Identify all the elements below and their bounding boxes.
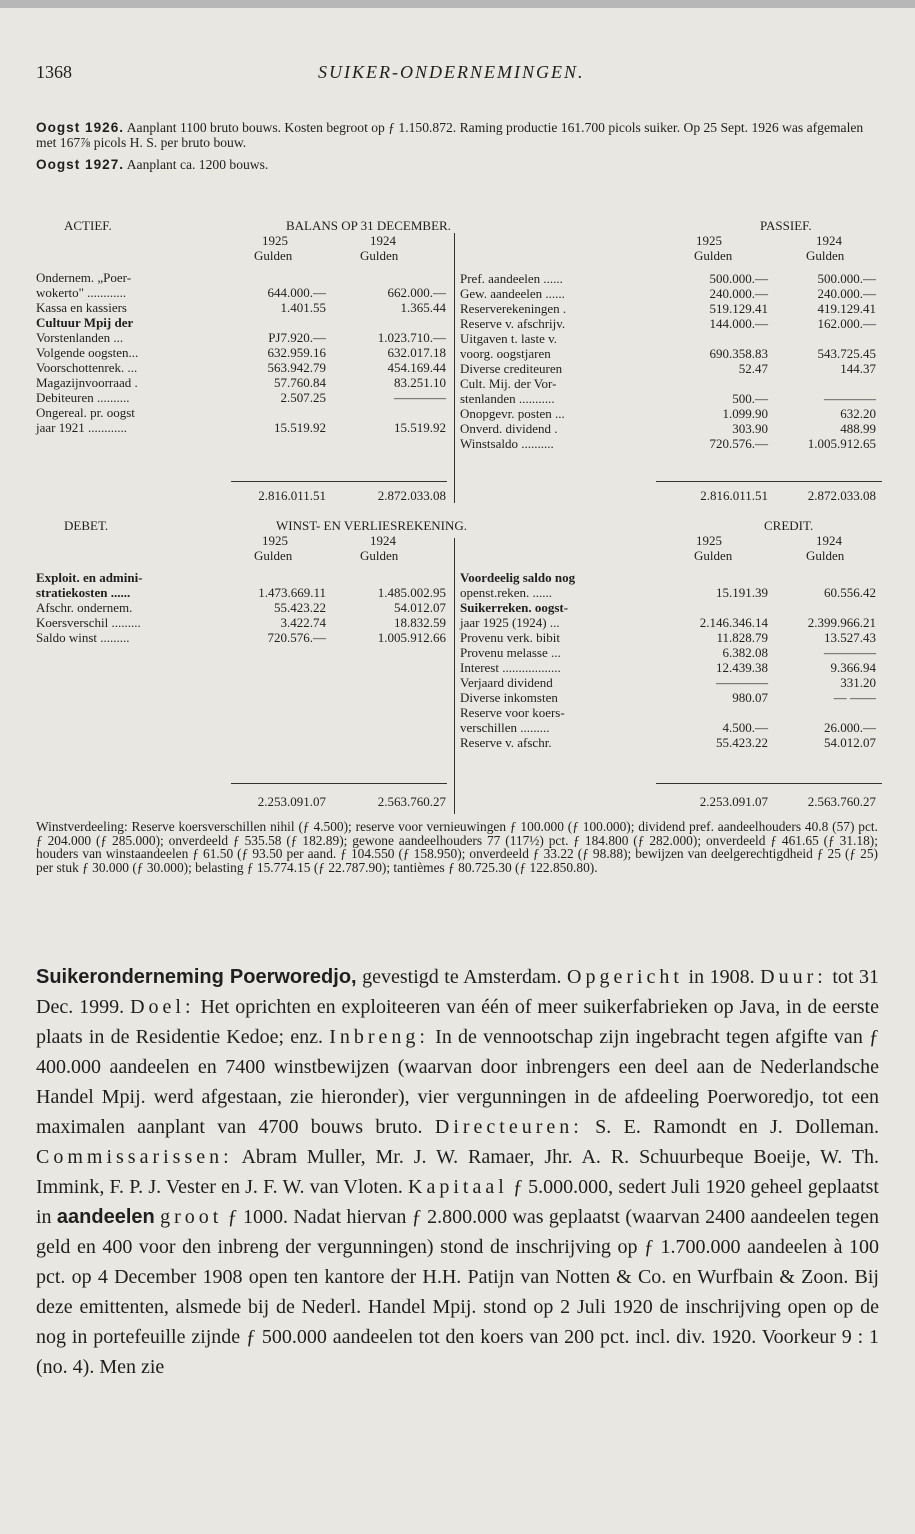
value-1924: — —— (833, 690, 876, 705)
row-label: Reserve v. afschrijv. (460, 316, 566, 331)
value-1925: ———— (716, 675, 768, 690)
value-1924: 60.556.42 (824, 585, 876, 600)
row-label: Saldo winst ......... (36, 630, 130, 645)
credit-heading: CREDIT. (764, 518, 814, 533)
value-1925: 303.90 (732, 421, 768, 436)
row-label: wokerto" ............ (36, 285, 127, 300)
value-1925: 4.500.— (722, 720, 768, 735)
value-1924: 543.725.45 (817, 346, 876, 361)
table-row (36, 346, 886, 361)
total-value: 2.563.760.27 (377, 794, 446, 809)
winst-heading: WINST- EN VERLIESREKENING. (276, 518, 468, 533)
table-row (36, 406, 886, 421)
value-1924: 26.000.— (824, 720, 876, 735)
value-1925: 2.146.346.14 (699, 615, 768, 630)
table-row (36, 316, 886, 331)
company-name: Suikeronderneming Poerworedjo, (36, 966, 357, 988)
year-label: 1924 (816, 233, 842, 248)
actief-heading: ACTIEF. (64, 218, 112, 233)
body-text: in 1908. (683, 966, 761, 988)
table-row (36, 256, 886, 271)
value-1924: 9.366.94 (830, 660, 876, 675)
total-value: 2.816.011.51 (258, 488, 326, 503)
value-1925: 55.423.22 (274, 600, 326, 615)
running-title: SUIKER-ONDERNEMINGEN. (318, 62, 585, 82)
row-label: Reserverekeningen . (460, 301, 567, 316)
body-text: Het oprichten en exploiteeren van één of meer suikerfabrieken op Java, in de eerste plaats in de Residentie Kedoe; enz. (36, 996, 879, 1048)
value-1924: 500.000.— (817, 271, 876, 286)
keyword-opgericht: Opgericht (567, 966, 683, 988)
value-1925: 519.129.41 (709, 301, 768, 316)
row-label: jaar 1921 ............ (36, 420, 127, 435)
table-row (36, 630, 886, 645)
row-label: Onopgevr. posten ... (460, 406, 565, 421)
table-row (36, 271, 886, 286)
year-label: 1925 (262, 233, 288, 248)
row-label: Suikerreken. oogst- (460, 600, 569, 615)
value-1924: 54.012.07 (394, 600, 446, 615)
row-label: Gew. aandeelen ...... (460, 286, 565, 301)
row-label: stenlanden ........... (460, 391, 555, 406)
value-1924: 144.37 (840, 361, 876, 376)
value-1925: 1.401.55 (280, 300, 326, 315)
row-label: jaar 1925 (1924) ... (460, 615, 560, 630)
row-label: Voorschottenrek. ... (36, 360, 138, 375)
row-label: Cultuur Mpij der (36, 315, 134, 330)
row-label: Afschr. ondernem. (36, 600, 133, 615)
row-label: Debiteuren .......... (36, 390, 130, 405)
value-1924: 632.20 (840, 406, 876, 421)
value-1924: 83.251.10 (394, 375, 446, 390)
row-label: Reserve v. afschr. (460, 735, 552, 750)
row-label: Verjaard dividend (460, 675, 553, 690)
row-label: Koersverschil ......... (36, 615, 141, 630)
body-text: Abram Muller, Mr. J. W. Ramaer, Jhr. A. R. Schuurbeque Boeije, W. Th. Immink, F. P. J. Vester en J. F. W. van Vloten. (36, 1146, 879, 1198)
table-row (36, 660, 886, 675)
table-row (36, 301, 886, 316)
row-label: Vorstenlanden ... (36, 330, 124, 345)
value-1924: 162.000.— (817, 316, 876, 331)
unit-label: Gulden (806, 548, 845, 563)
keyword-aandeelen: aandeelen (56, 1206, 155, 1228)
row-label: Volgende oogsten... (36, 345, 139, 360)
total-value: 2.872.033.08 (807, 488, 876, 503)
row-label: Voordeelig saldo nog (460, 570, 576, 585)
oogst-1927-text: Aanplant ca. 1200 bouws. (126, 157, 269, 172)
total-rule (231, 783, 447, 784)
keyword-commissarissen: Commissarissen: (36, 1146, 233, 1168)
row-label: Uitgaven t. laste v. (460, 331, 557, 346)
body-text: ƒ 5.000.000, sedert Juli 1920 geheel geplaatst in (36, 1176, 879, 1228)
balans-heading: BALANS OP 31 DECEMBER. (286, 218, 451, 233)
row-label: voorg. oogstjaren (460, 346, 551, 361)
balance-sheet (36, 218, 886, 508)
value-1925: 144.000.— (709, 316, 768, 331)
value-1925: 6.382.08 (722, 645, 768, 660)
row-label: Provenu melasse ... (460, 645, 561, 660)
table-row (36, 361, 886, 376)
total-value: 2.563.760.27 (807, 794, 876, 809)
value-1924: 240.000.— (817, 286, 876, 301)
year-label: 1925 (262, 533, 288, 548)
value-1925: 3.422.74 (280, 615, 326, 630)
row-label: Pref. aandeelen ...... (460, 271, 563, 286)
oogst-1927-label: Oogst 1927. (36, 157, 125, 172)
body-text: gevestigd te Amsterdam. (356, 966, 568, 988)
profit-loss-account (36, 518, 886, 818)
value-1925: 563.942.79 (267, 360, 326, 375)
row-label: Diverse crediteuren (460, 361, 563, 376)
value-1925: 644.000.— (267, 285, 326, 300)
value-1925: 15.191.39 (716, 585, 768, 600)
value-1924: 662.000.— (387, 285, 446, 300)
value-1924: 2.399.966.21 (807, 615, 876, 630)
row-label: verschillen ......... (460, 720, 550, 735)
value-1925: 500.000.— (709, 271, 768, 286)
harvest-intro (36, 120, 876, 172)
divider (454, 538, 455, 814)
year-label: 1924 (816, 533, 842, 548)
debet-heading: DEBET. (64, 518, 109, 533)
value-1925: 720.576.— (267, 630, 326, 645)
body-text: S. E. Ramondt en J. Dolleman. (582, 1116, 880, 1138)
year-label: 1925 (696, 233, 722, 248)
profit-distribution-note: Winstverdeeling: Reserve koersverschillen nihil (ƒ 4.500); reserve voor vernieuwingen ƒ 100.000 (ƒ 100.000); dividend pref. aandeelhouders 40.8 (57) pct. ƒ 204.000 (ƒ 285.000); onverdeeld ƒ 535.58 (ƒ 182.89); gewone aandeelhouders 77 (117½) pct. ƒ 184.800 (ƒ 282.000); onverdeeld ƒ 461.65 (ƒ 31.18); houders van winstaandeelen ƒ 61.50 (ƒ 93.50 per aand. ƒ 104.550 (ƒ 158.950); onverdeeld ƒ 33.22 (ƒ 98.88); bewijzen van deelgerechtigdheid ƒ 25 (ƒ 25) per stuk ƒ 30.000 (ƒ 30.000); belasting ƒ 15.774.15 (ƒ 22.787.90); tantièmes ƒ 80.725.30 (ƒ 122.850.80). (36, 819, 878, 875)
value-1924: 54.012.07 (824, 735, 876, 750)
value-1924: ———— (824, 391, 876, 406)
year-label: 1924 (370, 533, 396, 548)
value-1924: 1.023.710.— (377, 330, 446, 345)
oogst-1926-label: Oogst 1926. (36, 120, 125, 135)
value-1925: 52.47 (738, 361, 768, 376)
value-1924: 1.005.912.66 (377, 630, 446, 645)
oogst-1926-paragraph (36, 120, 876, 150)
keyword-duur: Duur: (760, 966, 827, 988)
value-1925: 980.07 (732, 690, 768, 705)
table-row (36, 690, 886, 705)
keyword-directeuren: Directeuren: (434, 1116, 583, 1138)
table-row (36, 286, 886, 301)
company-description (36, 962, 879, 1382)
row-label: Kassa en kassiers (36, 300, 127, 315)
row-label: Ondernem. „Poer- (36, 270, 132, 285)
oogst-1927-paragraph (36, 157, 876, 172)
row-label: Winstsaldo .......... (460, 436, 554, 451)
total-rule (656, 481, 882, 482)
unit-label: Gulden (806, 248, 845, 263)
total-rule (656, 783, 882, 784)
row-label: Interest .................. (460, 660, 561, 675)
value-1924: 1.485.002.95 (377, 585, 446, 600)
value-1924: ———— (824, 645, 876, 660)
total-value: 2.253.091.07 (699, 794, 768, 809)
value-1924: 1.005.912.65 (807, 436, 876, 451)
table-row (36, 585, 886, 600)
row-label: Magazijnvoorraad . (36, 375, 138, 390)
value-1924: ———— (394, 390, 446, 405)
value-1924: 419.129.41 (817, 301, 876, 316)
keyword-kapitaal: Kapitaal (408, 1176, 508, 1198)
unit-label: Gulden (360, 548, 399, 563)
table-row (36, 421, 886, 436)
value-1924: 13.527.43 (824, 630, 876, 645)
unit-label: Gulden (694, 248, 733, 263)
row-label: Provenu verk. bibit (460, 630, 561, 645)
table-row (36, 436, 886, 451)
value-1925: 720.576.— (709, 436, 768, 451)
value-1924: 331.20 (840, 675, 876, 690)
divider (454, 233, 455, 503)
total-value: 2.816.011.51 (700, 488, 768, 503)
body-text: tot 31 Dec. 1999. (36, 966, 880, 1018)
table-row (36, 570, 886, 585)
table-row (36, 675, 886, 690)
value-1924: 632.017.18 (387, 345, 446, 360)
row-label: Onverd. dividend . (460, 421, 558, 436)
unit-label: Gulden (254, 248, 293, 263)
unit-label: Gulden (694, 548, 733, 563)
value-1925: 12.439.38 (716, 660, 768, 675)
row-label: Exploit. en admini- (36, 570, 143, 585)
value-1925: 11.828.79 (716, 630, 768, 645)
row-label: Ongereal. pr. oogst (36, 405, 135, 420)
row-label: Reserve voor koers- (460, 705, 565, 720)
keyword-inbreng: Inbreng: (329, 1026, 429, 1048)
unit-label: Gulden (254, 548, 293, 563)
table-row (36, 391, 886, 406)
body-text: In de vennootschap zijn ingebracht tegen afgifte van ƒ 400.000 aandeelen en 7400 winstbewijzen (waarvan door inbrengers een deel aan de Nederlandsche Handel Mpij. werd afgestaan, zie hieronder), vier vergunningen in de afdeeling Poerworedjo, tot een maximalen aanplant van 4700 bouws bruto. (36, 1026, 880, 1138)
passief-heading: PASSIEF. (760, 218, 812, 233)
row-label: Diverse inkomsten (460, 690, 558, 705)
value-1925: 1.099.90 (722, 406, 768, 421)
scan-edge (0, 0, 915, 8)
value-1925: 2.507.25 (280, 390, 326, 405)
page-number: 1368 (36, 62, 72, 82)
value-1924: 1.365.44 (400, 300, 446, 315)
row-label: openst.reken. ...... (460, 585, 553, 600)
value-1925: 57.760.84 (274, 375, 326, 390)
year-label: 1924 (370, 233, 396, 248)
value-1925: 500.— (732, 391, 768, 406)
table-row (36, 735, 886, 750)
value-1925: 55.423.22 (716, 735, 768, 750)
total-rule (231, 481, 447, 482)
value-1925: 690.358.83 (709, 346, 768, 361)
table-row (36, 705, 886, 720)
value-1925: 1.473.669.11 (258, 585, 326, 600)
row-label: stratiekosten ...... (36, 585, 131, 600)
row-label: Cult. Mij. der Vor- (460, 376, 557, 391)
table-row (36, 331, 886, 346)
total-value: 2.253.091.07 (257, 794, 326, 809)
value-1924: 15.519.92 (394, 420, 446, 435)
value-1925: PJ7.920.— (268, 330, 326, 345)
value-1924: 18.832.59 (394, 615, 446, 630)
value-1924: 488.99 (840, 421, 876, 436)
oogst-1926-text: Aanplant 1100 bruto bouws. Kosten begroot op ƒ 1.150.872. Raming productie 161.700 picols suiker. Op 25 Sept. 1926 was afgemalen met 167⅞ picols H. S. per bruto bouw. (36, 120, 864, 150)
value-1925: 240.000.— (709, 286, 768, 301)
unit-label: Gulden (360, 248, 399, 263)
keyword-groot: groot (160, 1206, 223, 1228)
body-text: ƒ 1000. Nadat hiervan ƒ 2.800.000 was geplaatst (waarvan 2400 aandeelen tegen geld en 400 voor den inbreng der vergunningen) stond de inschrijving op ƒ 1.700.000 aandeelen à 100 pct. op 4 December 1908 open ten kantore der H.H. Patijn van Notten & Co. en Wurfbain & Zoon. Bij deze emittenten, alsmede bij de Nederl. Handel Mpij. stond op 2 Juli 1920 de inschrijving open op de nog in portefeuille zijnde ƒ 500.000 aandeelen tot den koers van 200 pct. incl. div. 1920. Voorkeur 9 : 1 (no. 4). Men zie (36, 1206, 880, 1378)
table-row (36, 376, 886, 391)
table-row (36, 615, 886, 630)
table-row (36, 720, 886, 735)
table-row (36, 645, 886, 660)
total-value: 2.872.033.08 (377, 488, 446, 503)
value-1925: 15.519.92 (274, 420, 326, 435)
keyword-doel: Doel: (130, 996, 195, 1018)
table-row (36, 600, 886, 615)
value-1924: 454.169.44 (387, 360, 446, 375)
year-label: 1925 (696, 533, 722, 548)
value-1925: 632.959.16 (267, 345, 326, 360)
